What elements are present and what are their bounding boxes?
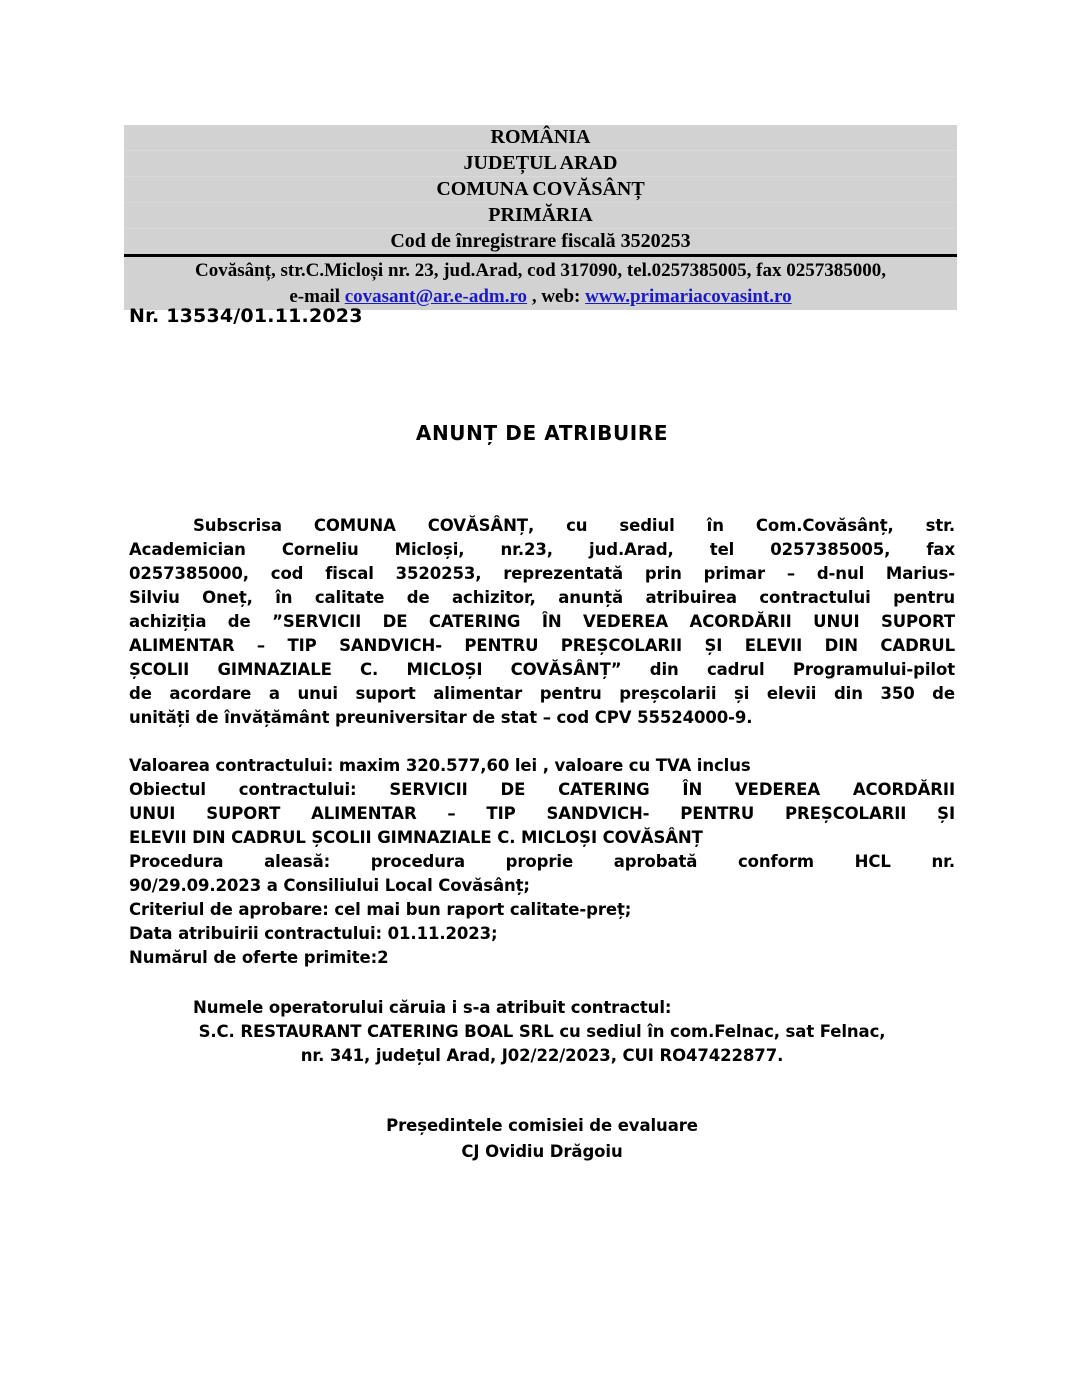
procedure-line: Procedura aleasă: procedura proprie aprobată conform HCL nr. — [129, 852, 955, 871]
letterhead-country: ROMÂNIA — [490, 126, 591, 148]
spacer — [129, 970, 955, 996]
page-title: ANUNȚ DE ATRIBUIRE — [415, 421, 669, 445]
signature-role-line: Președintele comisiei de evaluare — [386, 1116, 698, 1135]
letterhead-commune: COMUNA COVĂSÂNȚ — [124, 176, 957, 202]
intro-paragraph — [129, 514, 955, 730]
awardee-name-line: S.C. RESTAURANT CATERING BOAL SRL cu sediul în com.Felnac, sat Felnac, — [198, 1022, 886, 1041]
spacer — [129, 730, 955, 754]
contract-object-line: ELEVII DIN CADRUL ȘCOLII GIMNAZIALE C. MICLOȘI COVĂSÂNȚ — [129, 828, 703, 847]
letterhead-institution: PRIMĂRIA — [124, 202, 957, 228]
spacer — [129, 1068, 955, 1113]
body-line: Academician Corneliu Micloși, nr.23, jud.Arad, tel 0257385005, fax — [129, 540, 955, 559]
offers-count-line: Numărul de oferte primite:2 — [129, 948, 389, 967]
body-line: achiziția de ”SERVICII DE CATERING ÎN VEDEREA ACORDĂRII UNUI SUPORT — [129, 612, 955, 631]
contract-object-line: UNUI SUPORT ALIMENTAR – TIP SANDVICH- PENTRU PREȘCOLARII ȘI — [129, 804, 955, 823]
letterhead — [124, 125, 957, 310]
body-line: Subscrisa COMUNA COVĂSÂNȚ, cu sediul în Com.Covăsânț, str. — [193, 516, 955, 535]
body-line: ALIMENTAR – TIP SANDVICH- PENTRU PREȘCOLARII ȘI ELEVII DIN CADRUL — [129, 636, 955, 655]
awardee-paragraph — [129, 996, 955, 1068]
email-link[interactable]: covasant@ar.e-adm.ro — [344, 286, 528, 307]
award-date-line: Data atribuirii contractului: 01.11.2023; — [129, 924, 498, 943]
body-line: Silviu Oneț, în calitate de achizitor, anunță atribuirea contractului pentru — [129, 588, 955, 607]
signature-block — [129, 1113, 955, 1165]
letterhead-fiscal-code: Cod de înregistrare fiscală 3520253 — [124, 228, 957, 254]
web-link[interactable]: www.primariacovasint.ro — [585, 286, 792, 307]
document-body — [129, 514, 955, 1165]
criteria-line: Criteriul de aprobare: cel mai bun raport calitate-preț; — [129, 900, 632, 919]
contract-object-line: Obiectul contractului: SERVICII DE CATERING ÎN VEDEREA ACORDĂRII — [129, 780, 955, 799]
email-label: e-mail — [289, 286, 345, 307]
document-number: Nr. 13534/01.11.2023 — [129, 305, 363, 327]
web-label: , web: — [527, 286, 586, 307]
awardee-address-line: nr. 341, județul Arad, J02/22/2023, CUI RO47422877. — [300, 1046, 784, 1065]
body-line: de acordare a unui suport alimentar pentru preșcolarii și elevii din 350 de — [129, 684, 955, 703]
contract-value-line: Valoarea contractului: maxim 320.577,60 lei , valoare cu TVA inclus — [129, 756, 751, 775]
contract-details — [129, 754, 955, 970]
body-line: unități de învățământ preuniversitar de stat – cod CPV 55524000-9. — [129, 708, 753, 727]
signature-name-line: CJ Ovidiu Drăgoiu — [461, 1142, 623, 1161]
letterhead-address: Covăsânț, str.C.Micloși nr. 23, jud.Arad, cod 317090, tel.0257385005, fax 0257385000, — [194, 260, 887, 281]
letterhead-county: JUDEȚUL ARAD — [124, 150, 957, 176]
body-line: ȘCOLII GIMNAZIALE C. MICLOȘI COVĂSÂNȚ” din cadrul Programului-pilot — [129, 660, 955, 679]
awardee-heading-line: Numele operatorului căruia i s-a atribuit contractul: — [193, 998, 672, 1017]
procedure-line: 90/29.09.2023 a Consiliului Local Covăsânț; — [129, 876, 530, 895]
body-line: 0257385000, cod fiscal 3520253, reprezentată prin primar – d-nul Marius- — [129, 564, 955, 583]
